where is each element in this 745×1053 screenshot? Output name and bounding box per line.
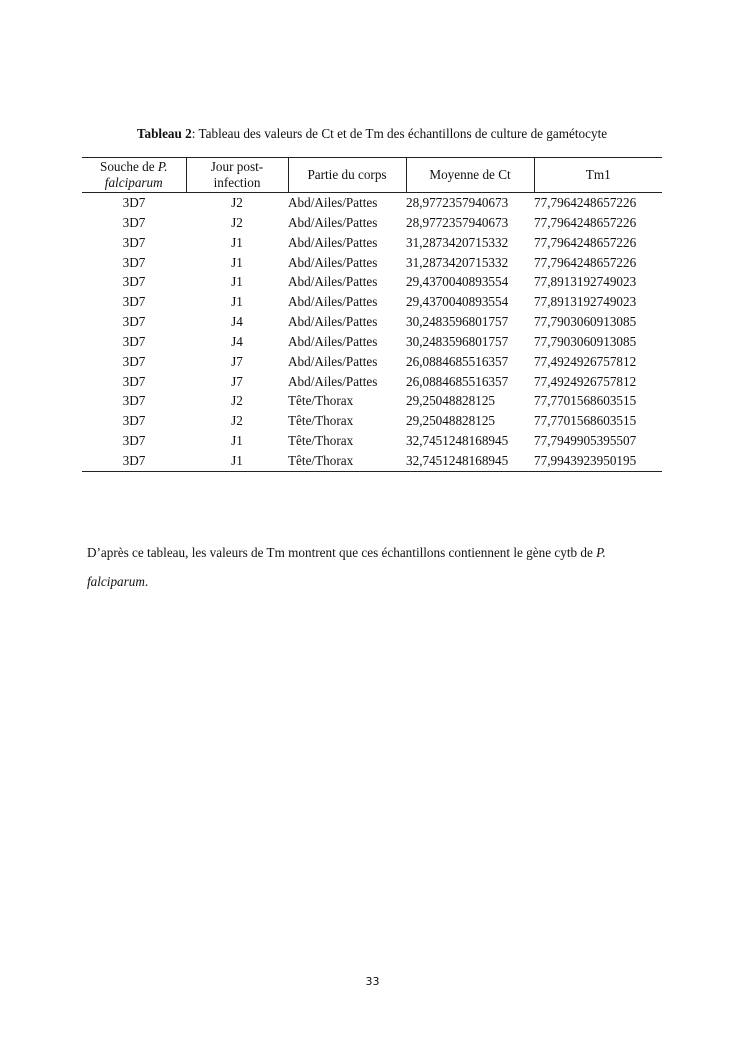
cell-souche: 3D7 xyxy=(122,195,146,210)
table-row xyxy=(82,193,662,213)
table-row xyxy=(82,352,662,372)
cell-moyenne-ct: 32,7451248168945 xyxy=(406,433,509,449)
table-row xyxy=(82,372,662,392)
cell-jour: J2 xyxy=(231,413,243,429)
cell-souche: 3D7 xyxy=(122,274,146,290)
cell-souche: 3D7 xyxy=(122,393,146,409)
table-body xyxy=(82,193,662,472)
cell-moyenne-ct: 29,25048828125 xyxy=(406,413,496,429)
cell-jour: J2 xyxy=(231,214,243,230)
cell-tm: 77,7903060913085 xyxy=(534,333,637,349)
table-row xyxy=(82,451,662,471)
cell-partie: Tête/Thorax xyxy=(288,452,354,468)
caption-label: Tableau 2 xyxy=(136,126,192,141)
cell-souche: 3D7 xyxy=(122,452,146,468)
cell-tm: 77,8913192749023 xyxy=(534,274,637,290)
cell-tm: 77,7903060913085 xyxy=(534,314,637,330)
cell-tm: 77,7964248657226 xyxy=(534,214,637,230)
table-row xyxy=(82,332,662,352)
cell-partie: Tête/Thorax xyxy=(288,393,354,409)
cell-partie: Abd/Ailes/Pattes xyxy=(288,333,378,349)
conclusion-paragraph: D’après ce tableau, les valeurs de Tm montrent que ces échantillons contiennent le gène cytb de P. falciparum. xyxy=(87,545,606,589)
cell-partie: Abd/Ailes/Pattes xyxy=(288,195,378,210)
cell-souche: 3D7 xyxy=(122,234,146,250)
cell-tm: 77,7964248657226 xyxy=(534,234,637,250)
table-row xyxy=(82,391,662,411)
table-row xyxy=(82,431,662,451)
header-moyenne-ct: Moyenne de Ct xyxy=(406,158,534,193)
cell-partie: Abd/Ailes/Pattes xyxy=(288,234,378,250)
cell-jour: J1 xyxy=(231,274,243,290)
table-row xyxy=(82,292,662,312)
table-row xyxy=(82,411,662,431)
cell-moyenne-ct: 30,2483596801757 xyxy=(406,314,509,330)
cell-jour: J1 xyxy=(231,234,243,250)
cell-souche: 3D7 xyxy=(122,254,146,270)
cell-jour: J2 xyxy=(231,195,243,210)
table-caption xyxy=(82,126,662,142)
cell-tm: 77,7964248657226 xyxy=(534,254,637,270)
header-souche: Souche de P. falciparum xyxy=(82,158,186,193)
cell-souche: 3D7 xyxy=(122,333,146,349)
table-header-row xyxy=(82,158,662,193)
cell-partie: Tête/Thorax xyxy=(288,433,354,449)
cell-partie: Abd/Ailes/Pattes xyxy=(288,373,378,389)
cell-partie: Abd/Ailes/Pattes xyxy=(288,314,378,330)
cell-tm: 77,7949905395507 xyxy=(534,433,637,449)
cell-jour: J7 xyxy=(231,353,243,369)
table-row xyxy=(82,252,662,272)
cell-jour: J2 xyxy=(231,393,243,409)
header-jour: Jour post- infection xyxy=(186,158,288,193)
cell-souche: 3D7 xyxy=(122,373,146,389)
cell-moyenne-ct: 29,4370040893554 xyxy=(406,294,509,310)
cell-partie: Abd/Ailes/Pattes xyxy=(288,214,378,230)
cell-souche: 3D7 xyxy=(122,214,146,230)
cell-jour: J1 xyxy=(231,294,243,310)
cell-souche: 3D7 xyxy=(122,314,146,330)
table-row xyxy=(82,213,662,233)
cell-partie: Abd/Ailes/Pattes xyxy=(288,274,378,290)
cell-tm: 77,7964248657226 xyxy=(534,195,637,210)
table-row xyxy=(82,272,662,292)
cell-tm: 77,9943923950195 xyxy=(534,452,637,468)
cell-partie: Tête/Thorax xyxy=(288,413,354,429)
cell-souche: 3D7 xyxy=(122,413,146,429)
cell-partie: Abd/Ailes/Pattes xyxy=(288,353,378,369)
cell-jour: J4 xyxy=(231,333,243,349)
table-row xyxy=(82,312,662,332)
cell-tm: 77,7701568603515 xyxy=(534,393,637,409)
cell-jour: J7 xyxy=(231,373,243,389)
cell-moyenne-ct: 31,2873420715332 xyxy=(406,234,509,250)
cell-jour: J1 xyxy=(231,254,243,270)
cell-partie: Abd/Ailes/Pattes xyxy=(288,254,378,270)
cell-moyenne-ct: 26,0884685516357 xyxy=(406,373,509,389)
results-table xyxy=(82,157,662,472)
page-number: 33 xyxy=(365,975,380,988)
cell-tm: 77,4924926757812 xyxy=(534,373,637,389)
header-tm: Tm1 xyxy=(585,167,611,182)
header-partie: Partie du corps xyxy=(288,158,406,193)
cell-moyenne-ct: 32,7451248168945 xyxy=(406,452,509,468)
cell-jour: J1 xyxy=(231,433,243,449)
cell-souche: 3D7 xyxy=(122,294,146,310)
cell-partie: Abd/Ailes/Pattes xyxy=(288,294,378,310)
cell-moyenne-ct: 28,9772357940673 xyxy=(406,214,509,230)
cell-moyenne-ct: 29,4370040893554 xyxy=(406,274,509,290)
cell-moyenne-ct: 29,25048828125 xyxy=(406,393,496,409)
cell-jour: J1 xyxy=(231,452,243,468)
cell-jour: J4 xyxy=(231,314,243,330)
cell-moyenne-ct: 28,9772357940673 xyxy=(406,195,509,210)
cell-souche: 3D7 xyxy=(122,433,146,449)
caption-text: : Tableau des valeurs de Ct et de Tm des échantillons de culture de gamétocyte xyxy=(191,126,608,141)
cell-moyenne-ct: 26,0884685516357 xyxy=(406,353,509,369)
cell-tm: 77,4924926757812 xyxy=(534,353,637,369)
cell-tm: 77,8913192749023 xyxy=(534,294,637,310)
cell-souche: 3D7 xyxy=(122,353,146,369)
cell-moyenne-ct: 31,2873420715332 xyxy=(406,254,509,270)
cell-moyenne-ct: 30,2483596801757 xyxy=(406,333,509,349)
cell-tm: 77,7701568603515 xyxy=(534,413,637,429)
table-row xyxy=(82,233,662,253)
